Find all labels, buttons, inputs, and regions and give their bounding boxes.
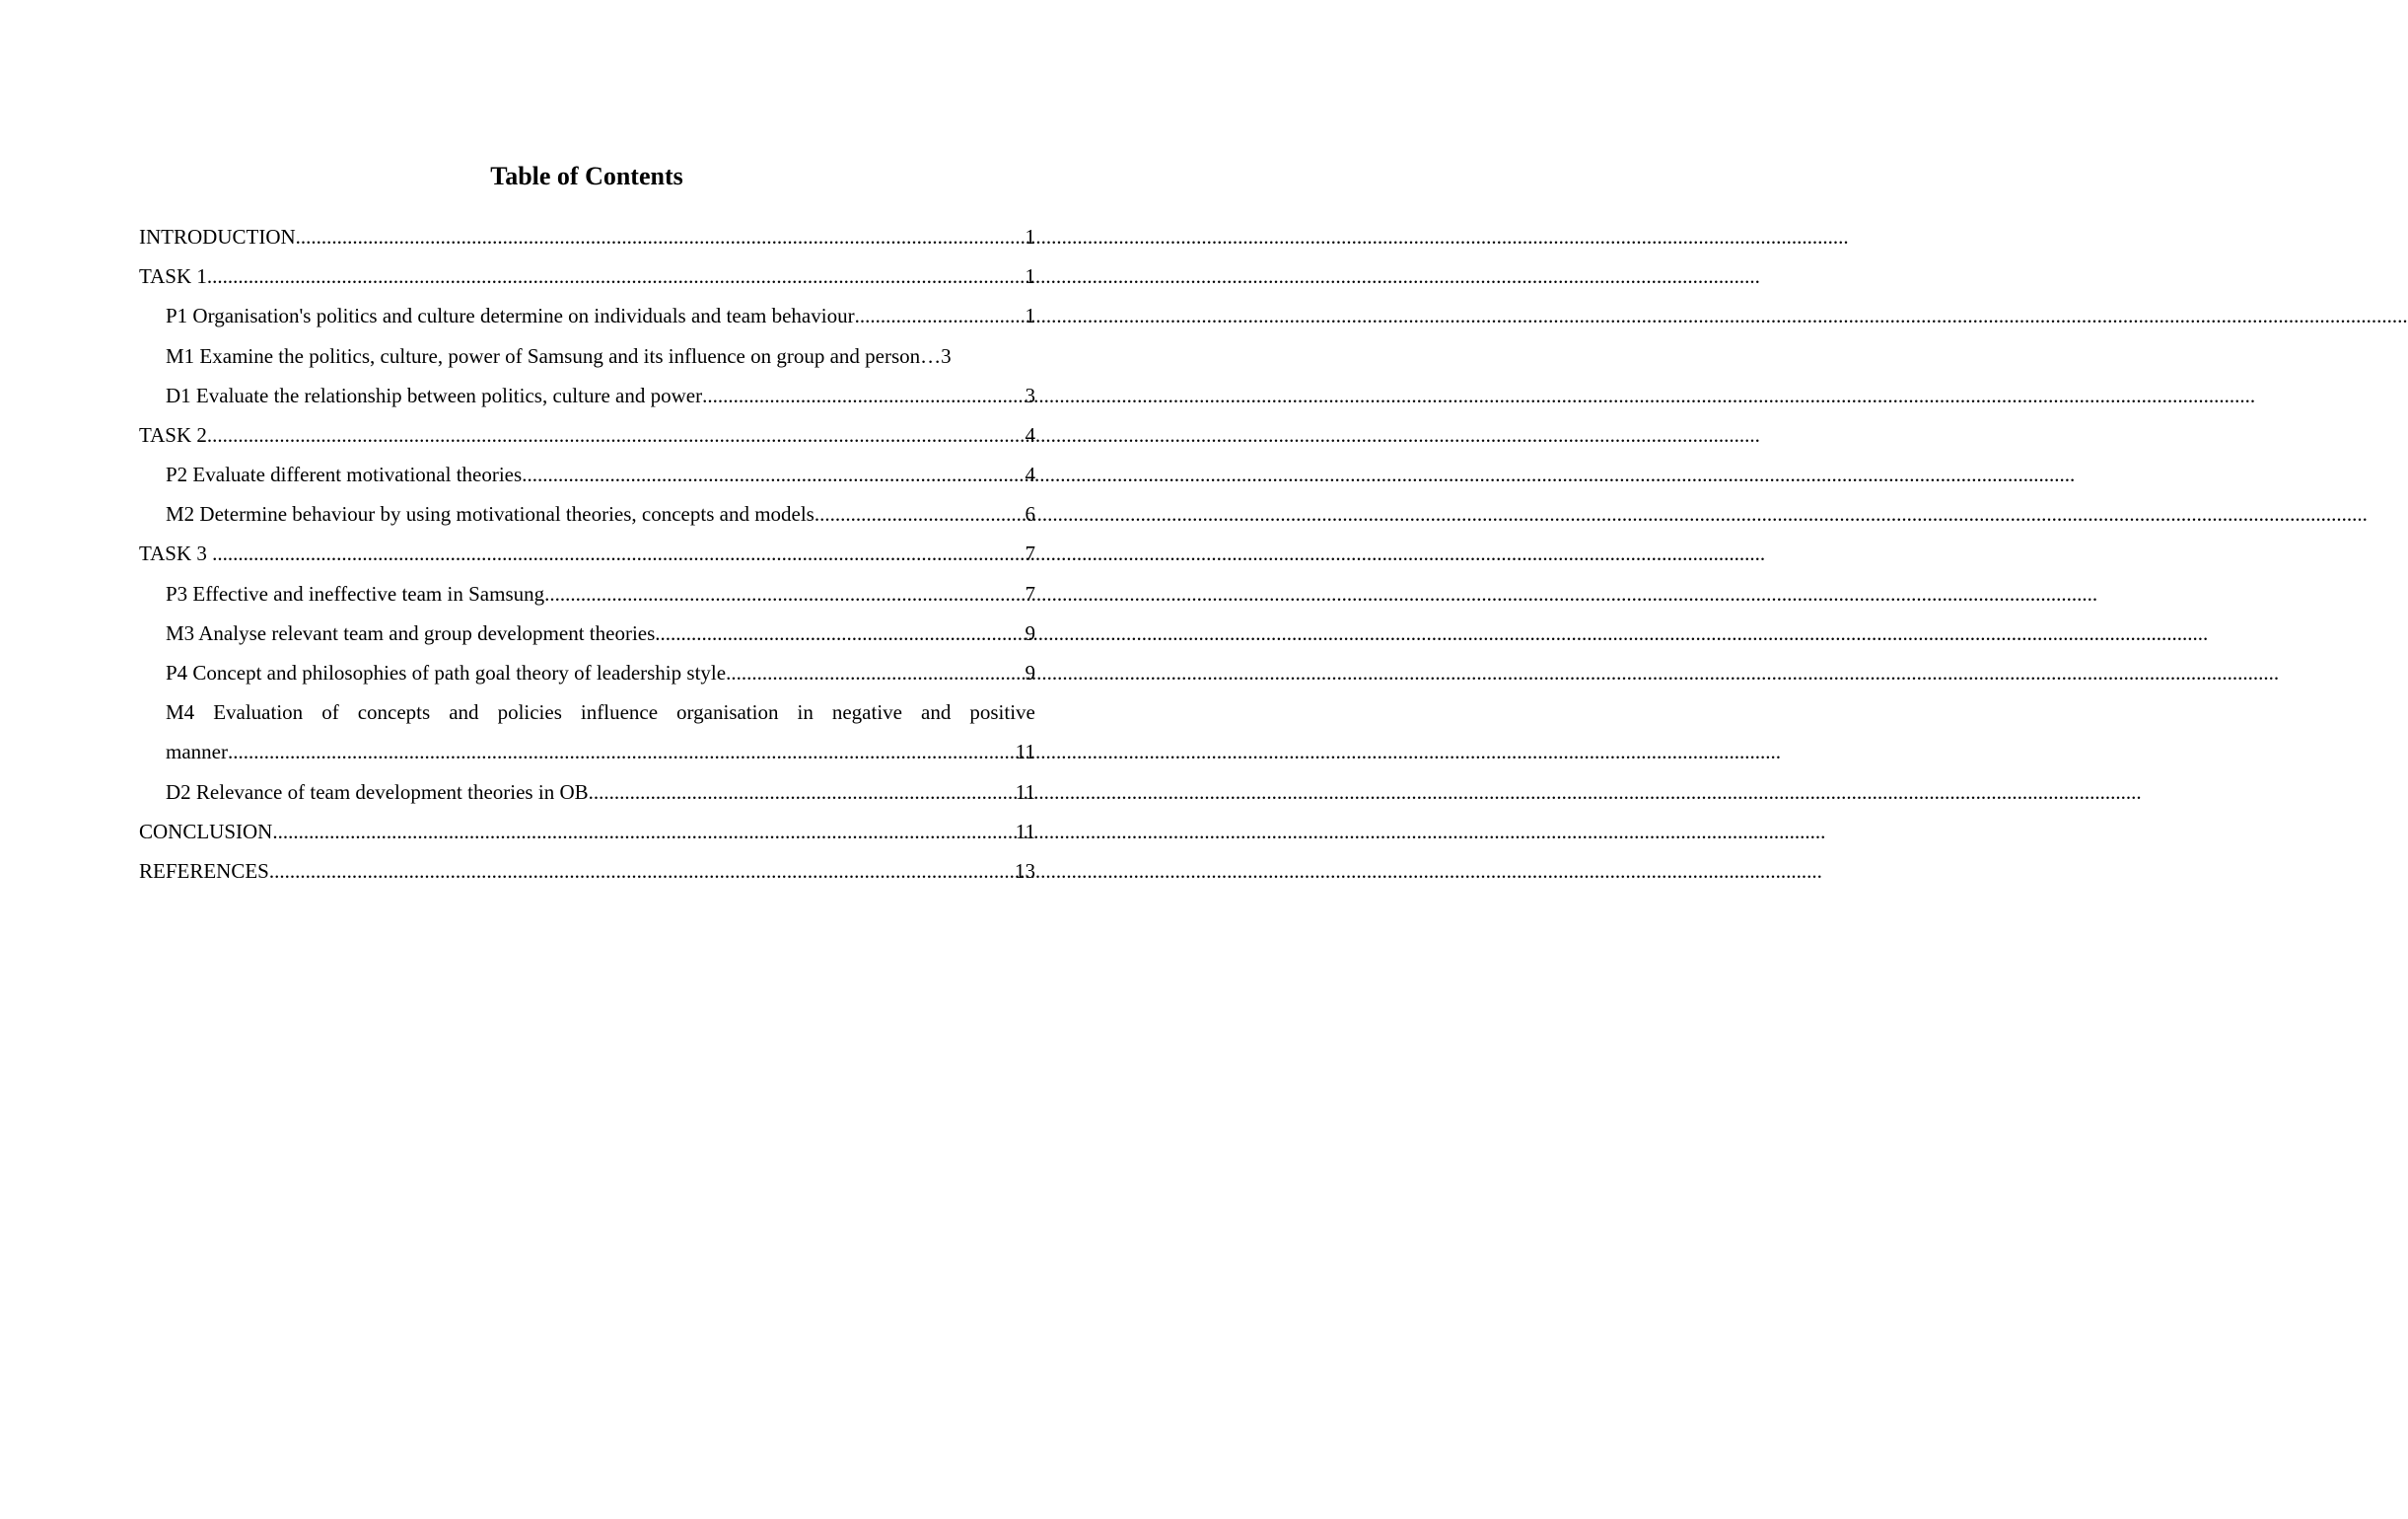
toc-entry-d2[interactable]: [139, 772, 1035, 812]
toc-entry-page: 1: [1025, 304, 1035, 328]
toc-entry-label: P1 Organisation's politics and culture determine on individuals and team behaviour: [166, 304, 855, 328]
toc-entry-label: CONCLUSION: [139, 819, 273, 843]
toc-leader-dots: [296, 217, 1026, 256]
toc-leader-dots: [272, 812, 1015, 851]
toc-entry-d1[interactable]: [139, 376, 1035, 415]
toc-entry-page: 4: [1025, 422, 1035, 447]
toc-entry-page: 11: [1015, 779, 1035, 804]
toc-entry-conclusion[interactable]: [139, 812, 1035, 851]
toc-entry-label: INTRODUCTION: [139, 224, 296, 249]
toc-entry-label: TASK 3: [139, 542, 213, 566]
toc-word: negative: [831, 700, 902, 725]
toc-entry-label: M3 Analyse relevant team and group development theories: [166, 620, 656, 645]
toc-entry-references[interactable]: [139, 851, 1035, 891]
toc-word: of: [321, 700, 339, 725]
toc-leader-dots: [544, 574, 1025, 614]
toc-leader-dots: [814, 494, 1026, 534]
toc-leader-dots: [207, 415, 1026, 455]
toc-entry-page: 9: [1025, 620, 1035, 645]
toc-list: [139, 217, 1035, 891]
toc-entry-m1[interactable]: [139, 336, 1035, 376]
toc-entry-label: TASK 2: [139, 422, 207, 447]
toc-entry-introduction[interactable]: [139, 217, 1035, 256]
toc-leader-dots: [655, 614, 1025, 653]
toc-entry-page: 11: [1015, 819, 1035, 843]
toc-entry-label-line2: [166, 732, 1035, 771]
toc-entry-label: M1 Examine the politics, culture, power of Samsung and its influence on group and person…: [166, 343, 942, 368]
toc-leader-dots: [589, 772, 1016, 812]
toc-entry-page: 9: [1025, 661, 1035, 686]
toc-leader-dots: [726, 653, 1025, 692]
toc-entry-m2[interactable]: [139, 494, 1035, 534]
toc-entry-p4[interactable]: [139, 653, 1035, 692]
toc-title: Table of Contents: [490, 162, 683, 190]
toc-word: in: [797, 700, 814, 725]
toc-entry-task-1[interactable]: [139, 256, 1035, 296]
toc-entry-page: 3: [1025, 383, 1035, 407]
toc-entry-label: D1 Evaluate the relationship between politics, culture and power: [166, 383, 703, 407]
toc-leader-dots: [212, 534, 1025, 573]
toc-entry-page: 3: [941, 343, 952, 368]
toc-entry-label: P2 Evaluate different motivational theories: [166, 463, 523, 487]
toc-entry-label: manner: [166, 740, 228, 764]
toc-word: Evaluation: [213, 700, 304, 725]
toc-entry-p1[interactable]: [139, 296, 1035, 335]
toc-word: positive: [969, 700, 1035, 725]
toc-leader-dots: [269, 851, 1015, 891]
toc-entry-label: REFERENCES: [139, 858, 269, 883]
toc-entry-label: P3 Effective and ineffective team in Samsung: [166, 581, 545, 606]
toc-entry-page: 1: [1025, 264, 1035, 289]
toc-entry-p2[interactable]: [139, 455, 1035, 494]
toc-entry-label: TASK 1: [139, 264, 207, 289]
toc-entry-label: D2 Relevance of team development theories in OB: [166, 779, 589, 804]
toc-entry-page: 1: [1025, 224, 1035, 249]
toc-word: and: [449, 700, 479, 725]
toc-leader-dots: [207, 256, 1026, 296]
toc-entry-label-line1: [166, 692, 1035, 732]
toc-word: concepts: [357, 700, 431, 725]
document-page: [0, 0, 1173, 1519]
toc-entry-page: 6: [1025, 502, 1035, 527]
toc-entry-p3[interactable]: [139, 574, 1035, 614]
toc-entry-label: P4 Concept and philosophies of path goal theory of leadership style: [166, 661, 727, 686]
toc-leader-dots: [522, 455, 1025, 494]
toc-leader-dots: [228, 732, 1016, 771]
toc-entry-page: 7: [1025, 581, 1035, 606]
toc-leader-dots: [702, 376, 1025, 415]
toc-entry-label: M2 Determine behaviour by using motivational theories, concepts and models: [166, 502, 814, 527]
toc-word: organisation: [676, 700, 779, 725]
toc-word: policies: [497, 700, 562, 725]
toc-leader-dots: [855, 296, 1026, 335]
toc-entry-page: 7: [1025, 542, 1035, 566]
toc-word: influence: [580, 700, 659, 725]
toc-entry-m4[interactable]: [139, 692, 1035, 771]
toc-word: and: [921, 700, 952, 725]
toc-entry-page: 13: [1015, 858, 1035, 883]
toc-entry-m3[interactable]: [139, 614, 1035, 653]
toc-entry-task-2[interactable]: [139, 415, 1035, 455]
toc-word: M4: [166, 700, 195, 725]
toc-entry-page: 4: [1025, 463, 1035, 487]
toc-entry-task-3[interactable]: [139, 535, 1035, 574]
toc-entry-page: 11: [1015, 740, 1035, 764]
